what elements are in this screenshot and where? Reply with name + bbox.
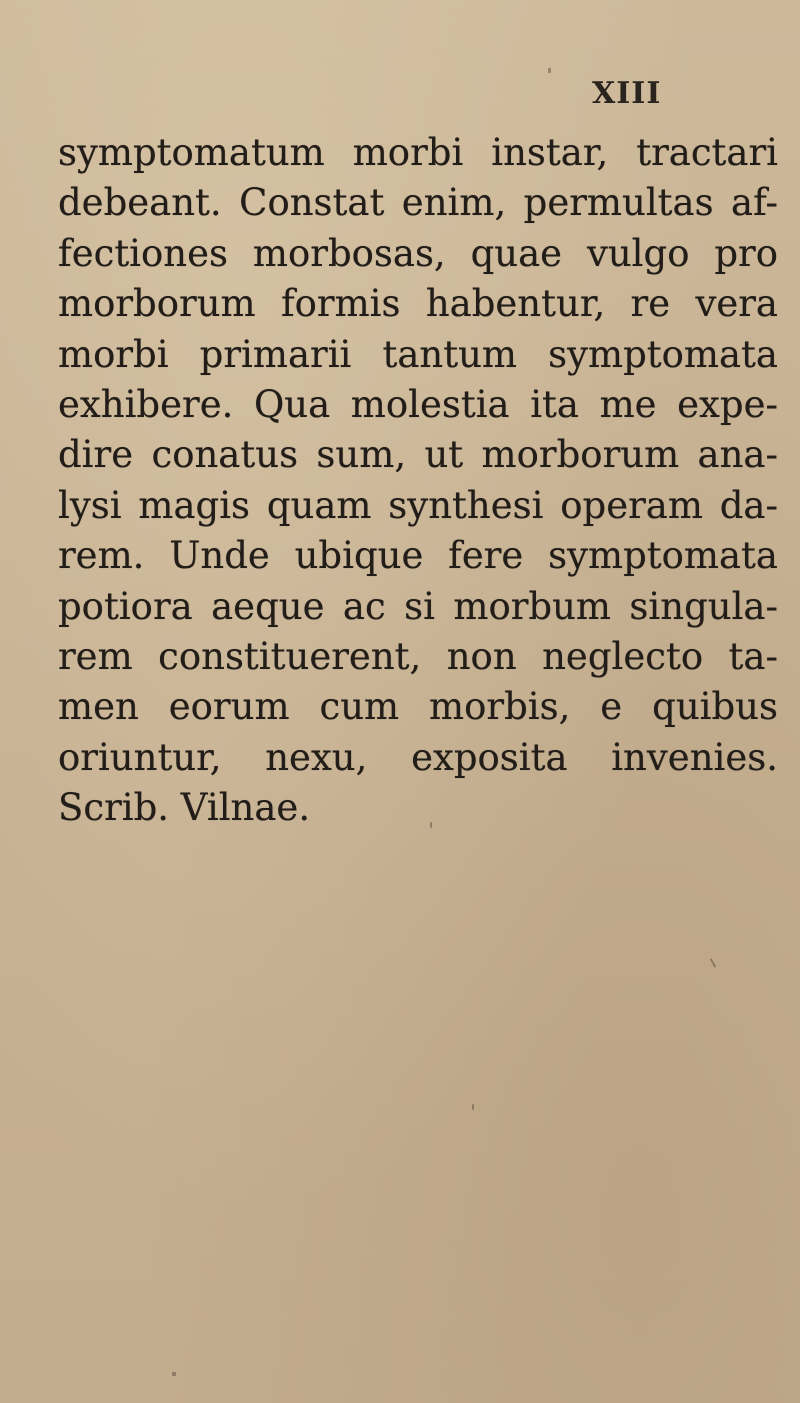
- paper-speck: [172, 1372, 176, 1376]
- page-number: XIII: [592, 76, 662, 111]
- text-line-9: rem. Unde ubique fere symptomata: [58, 534, 778, 578]
- paper-speck: [710, 958, 717, 968]
- text-line-8: lysi magis quam synthesi operam da-: [58, 483, 778, 527]
- text-line-7: dire conatus sum, ut morborum ana-: [58, 433, 778, 477]
- text-line-6: exhibere. Qua molestia ita me expe-: [58, 383, 778, 427]
- text-line-5: morbi primarii tantum symptomata: [58, 332, 778, 376]
- body-text: [58, 128, 778, 834]
- paper-speck: [472, 1104, 474, 1110]
- text-line-12: men eorum cum morbis, e quibus: [58, 685, 778, 729]
- text-line-2: debeant. Constat enim, permultas af-: [58, 181, 778, 225]
- paper-speck: [548, 68, 551, 73]
- text-line-4: morborum formis habentur, re vera: [58, 282, 778, 326]
- text-line-13: oriuntur, nexu, exposita invenies.: [58, 735, 778, 779]
- text-line-1: symptomatum morbi instar, tractari: [58, 131, 778, 174]
- text-line-3: fectiones morbosas, quae vulgo pro: [58, 231, 778, 275]
- paper-speck: [430, 822, 432, 828]
- text-line-10: potiora aeque ac si morbum singula-: [58, 584, 778, 628]
- text-line-11: rem constituerent, non neglecto ta-: [58, 635, 778, 679]
- text-line-14: Scrib. Vilnae.: [58, 786, 311, 830]
